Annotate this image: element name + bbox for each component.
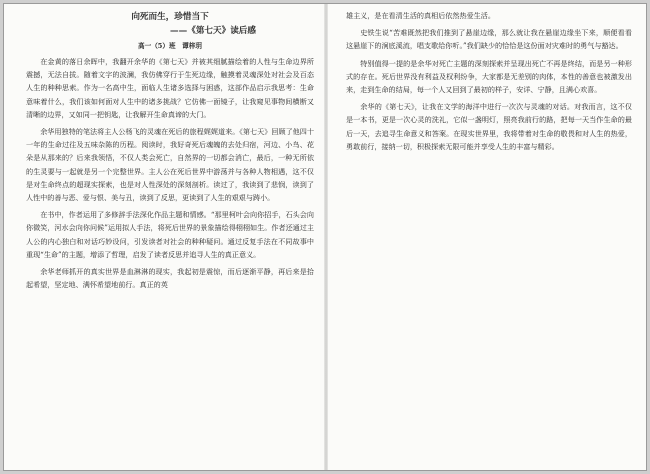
paragraph: 在金黄的落日余晖中，我翻开余华的《第七天》并被其细腻描绘着的人性与生命边界所震撼，无法自拔。随着文字的波澜，我仿佛穿行于生死边缘，触摸着灵魂深处对社会及百态人生的种种思索。作为一名高中生，面临人生诸多选择与困惑，这部作品启示我思考：生命意味着什么，我们该如何面对人生中的诸多挑战？它仿佛一面镜子，让我窥见事物间横断又清晰的边界，又如同一把钥匙，让我解开生命真谛的大门。 [26, 57, 314, 119]
essay-subtitle: ——《第七天》读后感 [170, 26, 256, 36]
paragraph: 史铁生说“苦难既然把我们推到了悬崖边缘，那么就让我在悬崖边缘坐下来，顺便看看这悬崖下的涧底溪流，唱支歌给你听。”我们缺少的恰恰是这份面对灾难时的勇气与豁达。 [346, 28, 632, 51]
paragraph: 余华用独特的笔法将主人公杨飞的灵魂在死后的旅程娓娓道来。《第七天》回顾了他四十一年的生命过往及五味杂陈的历程。阅读时，我好奇死后魂魄的去处归宿，河边、小鸟、花朵是从那来的？后来我领悟，不仅人类会死亡，自然界的一切都会消亡，最后，一种无所依的生灵要与一起就是另一个完整世界。主人公在死后世界中游荡并与各种人物相遇，这不仅是对生命终点的超现实探索，也是对人性深处的深刻剖析。读过了，我读到了悲悯，读到了人性中的善与恶、爱与恨、美与丑，读到了反思，更读到了人生的艰艰与踌小。 [26, 127, 314, 203]
left-page [4, 4, 326, 470]
paragraph: 特别值得一提的是余华对死亡主题的深刻探索并呈现出死亡不再是终结，而是另一种形式的存在。死后世界没有利益及权利纷争，大家都是无差别的肉体，本性的善意也被激发出来，走到生命的结局，每一个人又回到了最初的样子，安详、宁静，且满心欢喜。 [346, 58, 632, 95]
scanned-document [3, 3, 647, 471]
essay-title: 向死而生，珍惜当下 [131, 12, 209, 22]
paragraph: 余华老师抓开的真实世界是血淋淋的现实，我起初是震惊，而后逐渐平静，再后来是拾起希望，坚定地、满怀希望地前行。真正的英 [26, 267, 314, 290]
author-line: 高一（5）班 谭梓玥 [138, 42, 202, 50]
right-page [326, 4, 646, 470]
paragraph: 在书中，作者运用了多修辞手法深化作品主题和情感。“那里柯叶会向你招手，石头会向你微笑，河水会向你问候”运用拟人手法，将死后世界的景象描绘得栩栩如生。作者还通过主人公的内心独白和对话巧妙设问，引发读者对社会的种种疑问。通过反复手法在不同故事中重现“生命”的主题，增添了哲理，启发了读者反思并追寻人生的真正意义。 [26, 210, 314, 259]
paragraph: 余华的《第七天》，让我在文学的海洋中进行一次次与灵魂的对话。对我而言，这不仅是一本书，更是一次心灵的洗礼，它似一盏明灯，照亮我前行的路，把每一天当作生命的最后一天，去追寻生命意义和答案。在现实世界里，我将带着对生命的敬畏和对人生的热爱，勇敢前行，接纳一切，积极探索无限可能并享受人生的丰富与精彩。 [346, 102, 632, 151]
paragraph-continued: 雄主义，是在看清生活的真相后依然热爱生活。 [346, 11, 495, 20]
